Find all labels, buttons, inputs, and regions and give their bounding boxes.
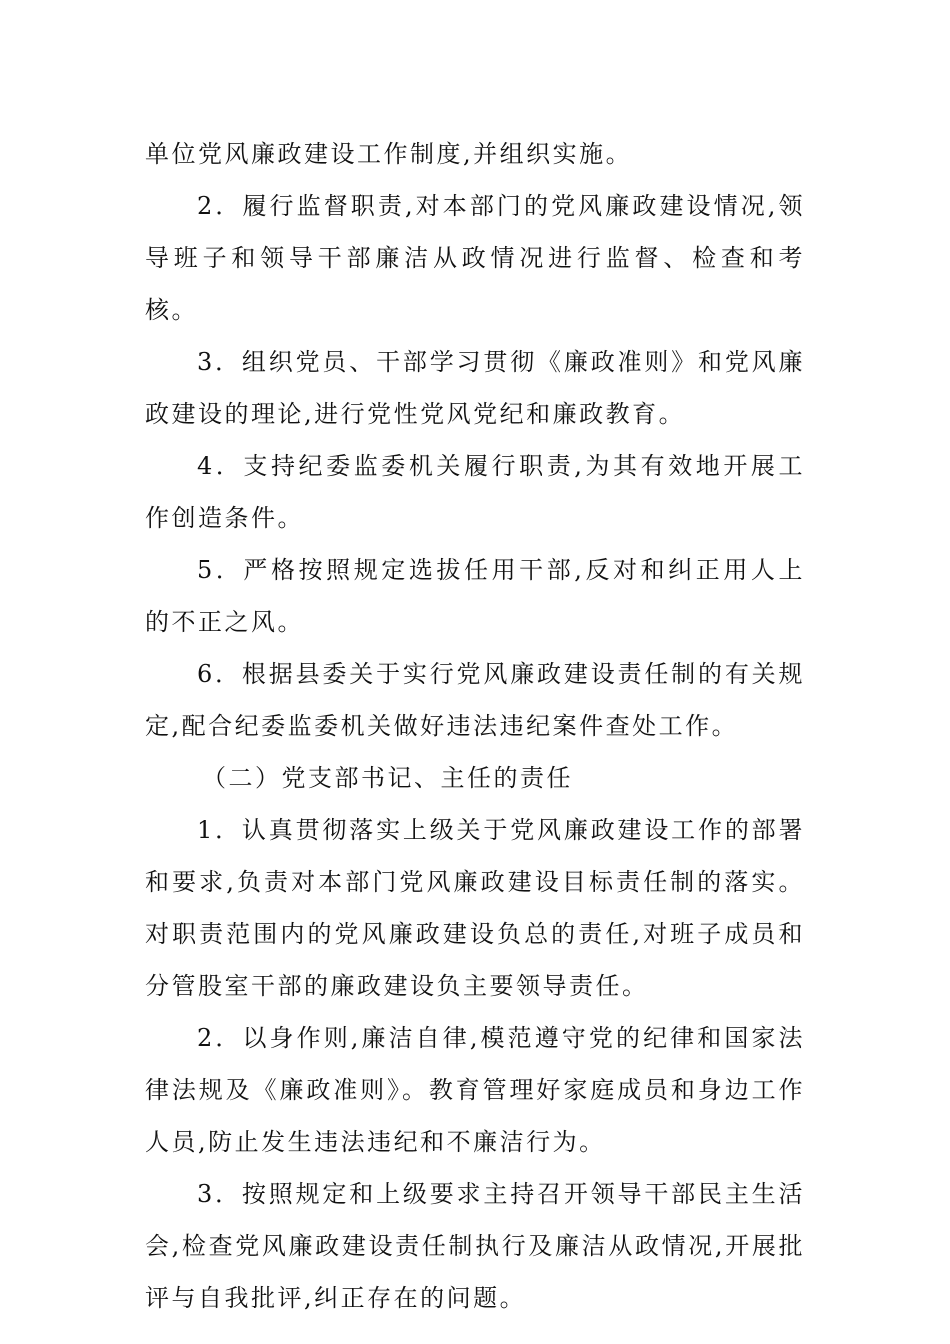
section-one-item-2: 2．履行监督职责,对本部门的党风廉政建设情况,领导班子和领导干部廉洁从政情况进行监督、检查和考核。 xyxy=(145,192,805,324)
section-two-item-1: 1．认真贯彻落实上级关于党风廉政建设工作的部署和要求,负责对本部门党风廉政建设目标责任制的落实。对职责范围内的党风廉政建设负总的责任,对班子成员和分管股室干部的廉政建设负主要领导责任。 xyxy=(145,816,805,1000)
section-two-heading: （二）党支部书记、主任的责任 xyxy=(202,764,573,792)
document-body xyxy=(145,128,805,1324)
section-two-item-2: 2．以身作则,廉洁自律,模范遵守党的纪律和国家法律法规及《廉政准则》。教育管理好家庭成员和身边工作人员,防止发生违法违纪和不廉洁行为。 xyxy=(145,1024,805,1156)
intro-paragraph-tail: 单位党风廉政建设工作制度,并组织实施。 xyxy=(145,140,633,168)
section-one-item-3: 3．组织党员、干部学习贯彻《廉政准则》和党风廉政建设的理论,进行党性党风党纪和廉政教育。 xyxy=(145,348,805,428)
section-two-item-3: 3．按照规定和上级要求主持召开领导干部民主生活会,检查党风廉政建设责任制执行及廉洁从政情况,开展批评与自我批评,纠正存在的问题。 xyxy=(145,1180,805,1312)
section-one-item-4: 4．支持纪委监委机关履行职责,为其有效地开展工作创造条件。 xyxy=(145,452,805,532)
section-one-item-5: 5．严格按照规定选拔任用干部,反对和纠正用人上的不正之风。 xyxy=(145,556,805,636)
section-one-item-6: 6．根据县委关于实行党风廉政建设责任制的有关规定,配合纪委监委机关做好违法违纪案件查处工作。 xyxy=(145,660,805,740)
